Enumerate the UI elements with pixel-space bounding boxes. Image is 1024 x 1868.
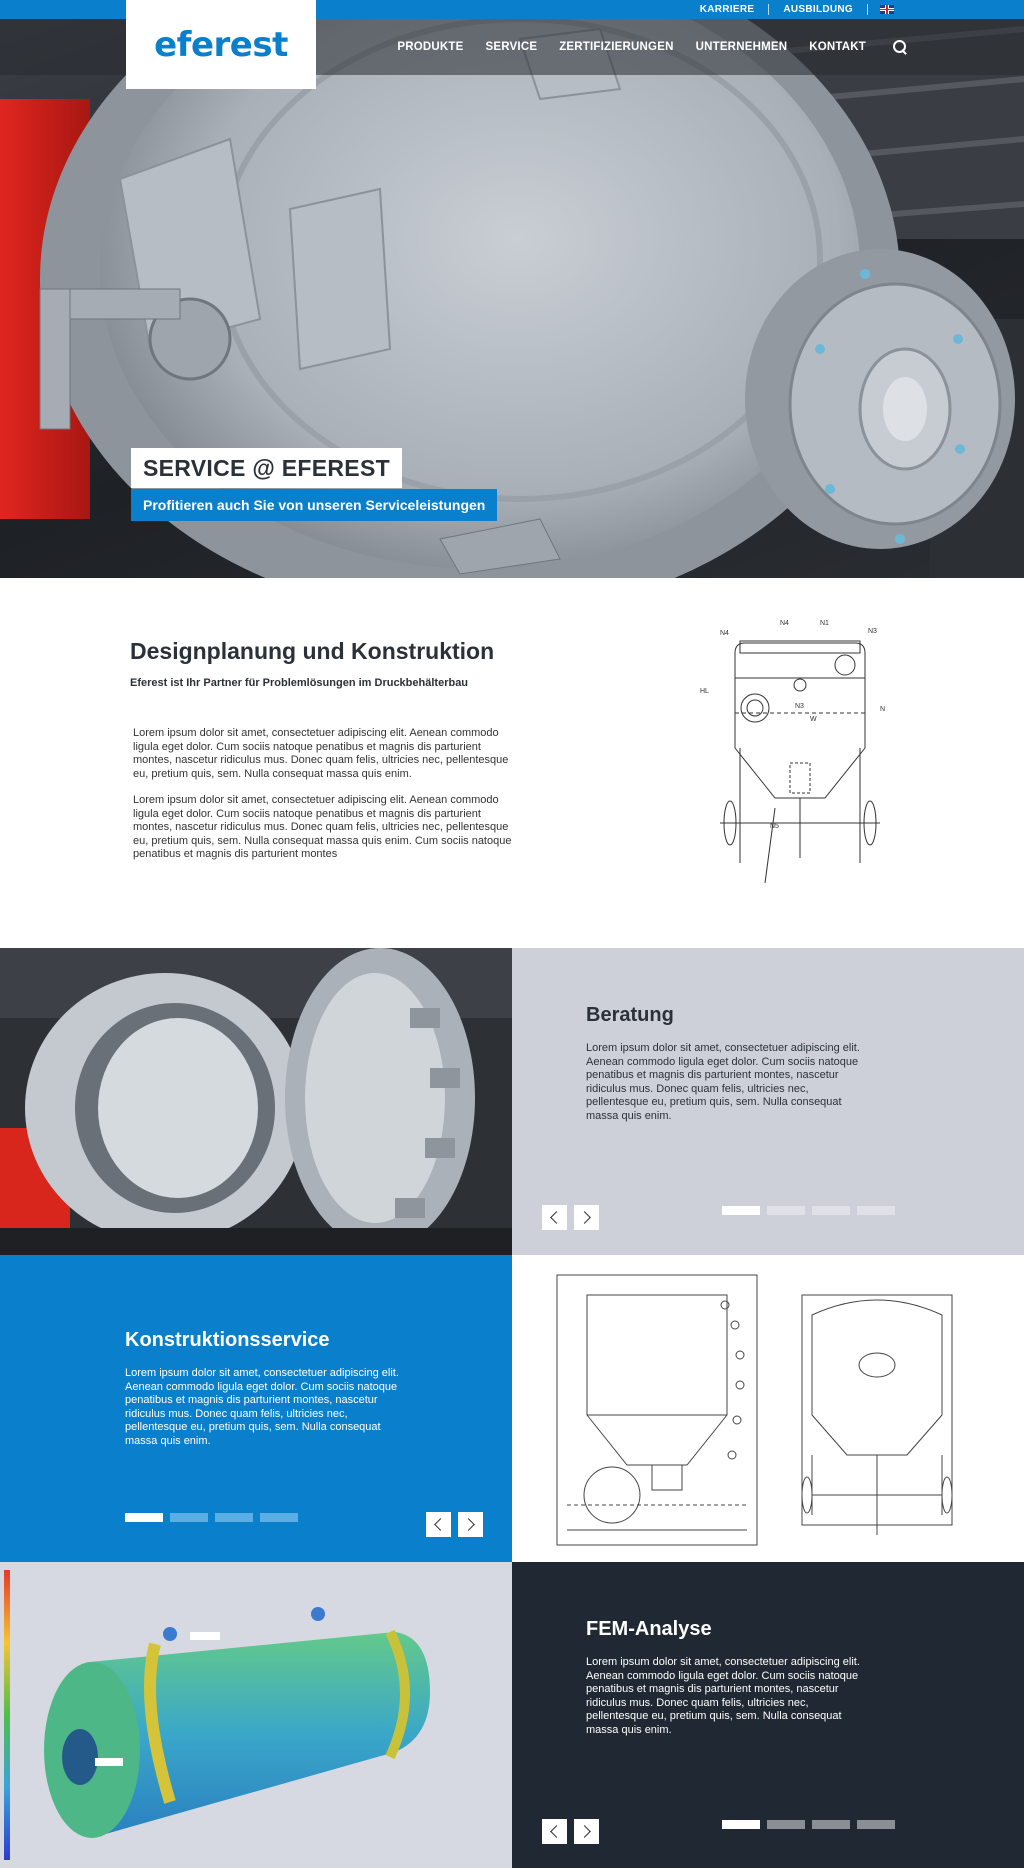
slide-dot[interactable] <box>125 1513 163 1522</box>
top-links <box>686 0 894 19</box>
next-arrow-icon[interactable] <box>574 1205 599 1230</box>
hero-subtitle: Profitieren auch Sie von unseren Serviceleistungen <box>143 497 486 513</box>
slide-dot[interactable] <box>812 1820 850 1829</box>
hero-title-box <box>131 448 402 488</box>
slide-dot[interactable] <box>722 1206 760 1215</box>
design-title: Designplanung und Konstruktion <box>130 638 495 664</box>
slide-dot[interactable] <box>722 1820 760 1829</box>
main-nav <box>375 19 908 75</box>
design-paragraph-2: Lorem ipsum dolor sit amet, consectetuer adipiscing elit. Aenean commodo ligula eget dolor. Cum sociis natoque penatibus et magnis dis parturient montes, nascetur ridiculus mus. Donec quam felis, ultricies nec, pellentesque eu, pretium quis, sem. Nulla consequat massa quis enim. Cum sociis natoque penatibus et magnis dis parturient montes <box>133 794 512 860</box>
design-section <box>0 578 1024 948</box>
fem-image-tile <box>0 1562 512 1868</box>
construction-drawing-tile <box>512 1255 1024 1562</box>
prev-arrow-icon[interactable] <box>542 1819 567 1844</box>
beratung-title: Beratung <box>586 1004 674 1026</box>
design-paragraph-1: Lorem ipsum dolor sit amet, consectetuer adipiscing elit. Aenean commodo ligula eget dolor. Cum sociis natoque penatibus et magnis dis parturient montes, nascetur ridiculus mus. Donec quam felis, ultricies nec, pellentesque eu, pretium quis, sem. Nulla consequat massa quis enim. <box>133 727 509 780</box>
slide-dot[interactable] <box>857 1820 895 1829</box>
slide-dot[interactable] <box>857 1206 895 1215</box>
fem-analyse-arrows <box>542 1819 606 1844</box>
konstruktionsservice-arrows <box>426 1512 490 1537</box>
konstruktionsservice-text: Lorem ipsum dolor sit amet, consectetuer adipiscing elit. Aenean commodo ligula eget dolor. Cum sociis natoque penatibus et magnis dis parturient montes, nascetur ridiculus mus. Donec quam felis, ultricies nec, pellentesque eu, pretium quis, sem. Nulla consequat massa quis enim. <box>125 1367 399 1447</box>
svg-text:N3: N3 <box>795 703 804 710</box>
svg-text:N5: N5 <box>770 823 779 830</box>
beratung-image-tile <box>0 948 512 1255</box>
fem-analyse-title: FEM-Analyse <box>586 1618 712 1640</box>
slide-dot[interactable] <box>170 1513 208 1522</box>
logo[interactable] <box>126 0 316 89</box>
prev-arrow-icon[interactable] <box>542 1205 567 1230</box>
design-subtitle: Eferest ist Ihr Partner für Problemlösungen im Druckbehälterbau <box>130 677 469 689</box>
fem-analyse-slide-dots <box>722 1820 902 1829</box>
next-arrow-icon[interactable] <box>458 1512 483 1537</box>
hero-title: SERVICE @ EFEREST <box>143 454 390 481</box>
beratung-arrows <box>542 1205 606 1230</box>
beratung-slide-dots <box>722 1206 902 1215</box>
slide-dot[interactable] <box>812 1206 850 1215</box>
uk-flag-icon[interactable] <box>880 5 894 14</box>
slide-dot[interactable] <box>260 1513 298 1522</box>
nav-unternehmen[interactable]: UNTERNEHMEN <box>695 41 788 53</box>
konstruktionsservice-title: Konstruktionsservice <box>125 1329 330 1351</box>
nav-kontakt[interactable]: KONTAKT <box>809 41 866 53</box>
fem-simulation-image <box>0 1562 512 1868</box>
open-vessel-image <box>0 948 512 1255</box>
ausbildung-link[interactable]: AUSBILDUNG <box>783 4 853 15</box>
svg-text:N1: N1 <box>820 620 829 627</box>
top-separator <box>867 4 868 15</box>
svg-text:HL: HL <box>700 688 709 695</box>
beratung-tile <box>512 948 1024 1255</box>
beratung-text: Lorem ipsum dolor sit amet, consectetuer adipiscing elit. Aenean commodo ligula eget dolor. Cum sociis natoque penatibus et magnis dis parturient montes, nascetur ridiculus mus. Donec quam felis, ultricies nec, pellentesque eu, pretium quis, sem. Nulla consequat massa quis enim. <box>586 1042 860 1122</box>
svg-text:N4: N4 <box>720 630 729 637</box>
slide-dot[interactable] <box>767 1206 805 1215</box>
construction-drawing-image <box>512 1255 1024 1562</box>
nav-service[interactable]: SERVICE <box>485 41 538 53</box>
fem-analyse-text: Lorem ipsum dolor sit amet, consectetuer adipiscing elit. Aenean commodo ligula eget dolor. Cum sociis natoque penatibus et magnis dis parturient montes, nascetur ridiculus mus. Donec quam felis, ultricies nec, pellentesque eu, pretium quis, sem. Nulla consequat massa quis enim. <box>586 1656 860 1736</box>
nav-zertifizierungen[interactable]: ZERTIFIZIERUNGEN <box>559 41 674 53</box>
fem-analyse-tile <box>512 1562 1024 1868</box>
konstruktionsservice-slide-dots <box>125 1513 305 1522</box>
prev-arrow-icon[interactable] <box>426 1512 451 1537</box>
konstruktionsservice-tile <box>0 1255 512 1562</box>
next-arrow-icon[interactable] <box>574 1819 599 1844</box>
slide-dot[interactable] <box>215 1513 253 1522</box>
logo-text: eferest <box>154 24 288 65</box>
svg-text:N4: N4 <box>780 620 789 627</box>
svg-text:W: W <box>810 716 817 723</box>
hero-subtitle-box <box>131 489 497 521</box>
svg-text:N3: N3 <box>868 628 877 635</box>
karriere-link[interactable]: KARRIERE <box>699 4 755 15</box>
search-icon[interactable] <box>892 39 908 55</box>
nav-produkte[interactable]: PRODUKTE <box>397 41 464 53</box>
slide-dot[interactable] <box>767 1820 805 1829</box>
svg-text:N: N <box>880 706 886 713</box>
technical-drawing-image <box>700 613 920 893</box>
